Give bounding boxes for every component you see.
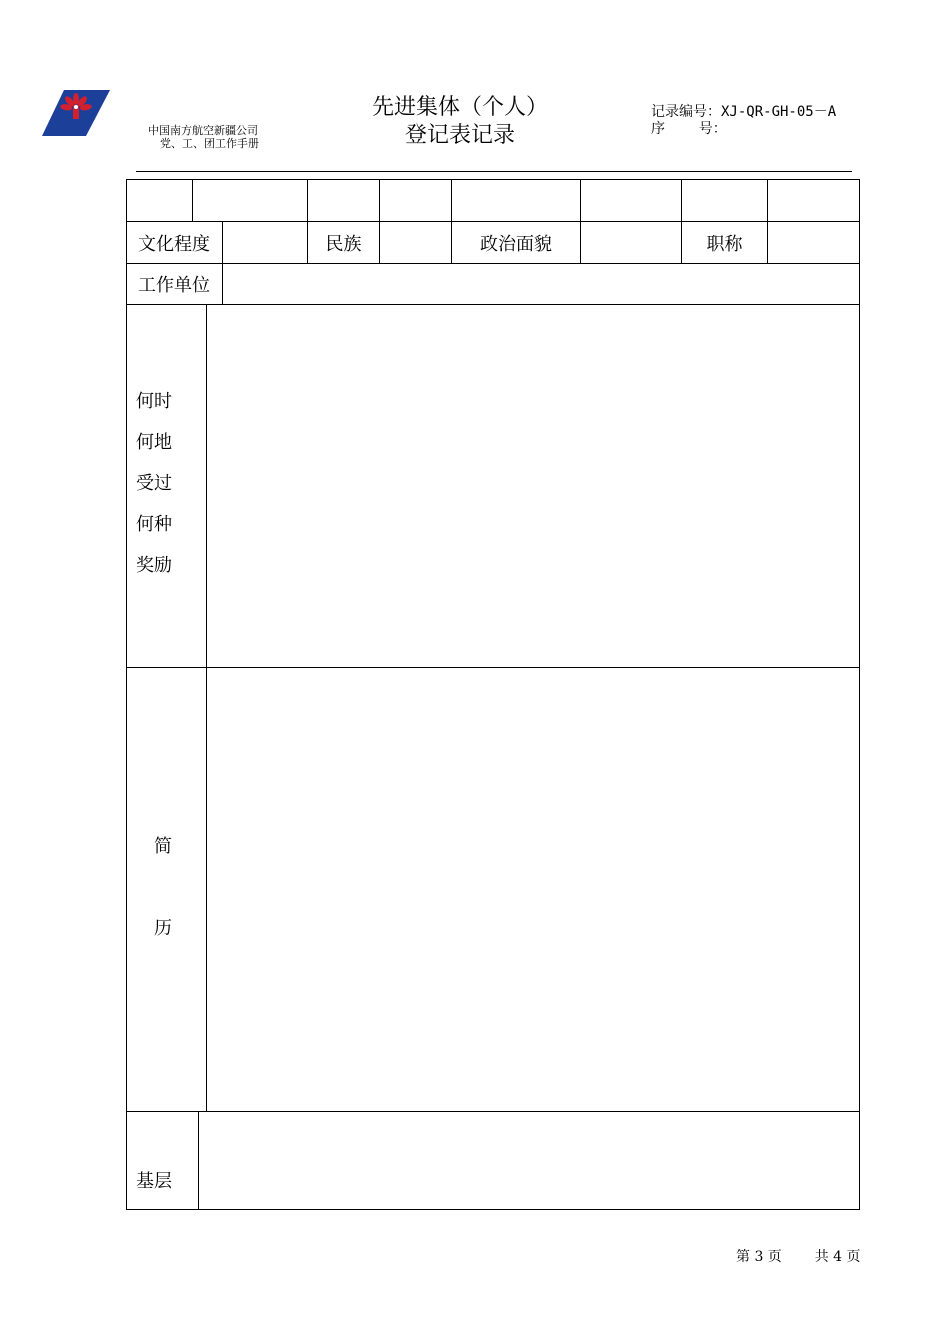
title-line1: 先进集体（个人） xyxy=(371,95,548,120)
company-name xyxy=(148,124,259,150)
job-title-value[interactable] xyxy=(768,222,859,263)
gender-label-cell xyxy=(308,179,379,221)
job-title-label: 职称 xyxy=(706,233,743,255)
resume-label-line1: 简 xyxy=(154,836,172,857)
company-line1: 中国南方航空新疆公司 xyxy=(148,124,258,137)
name-label-cell xyxy=(126,179,192,221)
ethnicity-value[interactable] xyxy=(380,222,451,263)
form-border-bottom xyxy=(126,1209,860,1210)
form-border-right xyxy=(859,179,860,1210)
title-line2: 登记表记录 xyxy=(404,123,515,148)
awards-label-line: 何地 xyxy=(136,432,172,453)
registration-form xyxy=(126,179,860,1210)
form-border-left xyxy=(126,179,127,1210)
education-value[interactable] xyxy=(223,222,307,263)
page-footer xyxy=(736,1246,861,1266)
company-line2: 党、工、团工作手册 xyxy=(160,137,259,150)
political-status-label: 政治面貌 xyxy=(480,233,552,255)
name-value-cell[interactable] xyxy=(193,179,307,221)
document-title xyxy=(330,94,590,150)
ethnicity-label: 民族 xyxy=(325,233,362,255)
awards-label xyxy=(136,381,172,586)
extra-value-cell[interactable] xyxy=(768,179,859,221)
page-number: 第 3 页 xyxy=(736,1249,782,1265)
awards-label-line: 奖励 xyxy=(136,555,172,576)
birth-label-cell xyxy=(452,179,580,221)
record-info xyxy=(651,104,836,138)
grassroots-value[interactable] xyxy=(199,1112,859,1209)
workplace-label: 工作单位 xyxy=(138,275,210,296)
extra-label-cell xyxy=(682,179,767,221)
sequence-number xyxy=(651,121,836,138)
resume-value[interactable] xyxy=(207,668,859,1111)
resume-label-line2: 历 xyxy=(154,918,172,939)
record-number-value: XJ-QR-GH-05－A xyxy=(721,104,837,120)
awards-label-line: 何时 xyxy=(136,391,172,412)
resume-label xyxy=(154,826,172,949)
page-total: 共 4 页 xyxy=(814,1249,861,1265)
sequence-label: 序 号： xyxy=(651,121,727,137)
record-number xyxy=(651,104,836,121)
awards-label-line: 何种 xyxy=(136,514,172,535)
birth-value-cell[interactable] xyxy=(581,179,681,221)
workplace-value[interactable] xyxy=(223,264,859,304)
education-label: 文化程度 xyxy=(138,233,210,255)
awards-value[interactable] xyxy=(207,305,859,667)
awards-label-line: 受过 xyxy=(136,473,172,494)
political-status-value[interactable] xyxy=(581,222,681,263)
gender-value-cell[interactable] xyxy=(380,179,451,221)
record-number-label: 记录编号： xyxy=(651,104,721,120)
grassroots-label: 基层 xyxy=(136,1171,172,1192)
company-logo xyxy=(42,90,110,136)
header-divider xyxy=(136,171,852,172)
